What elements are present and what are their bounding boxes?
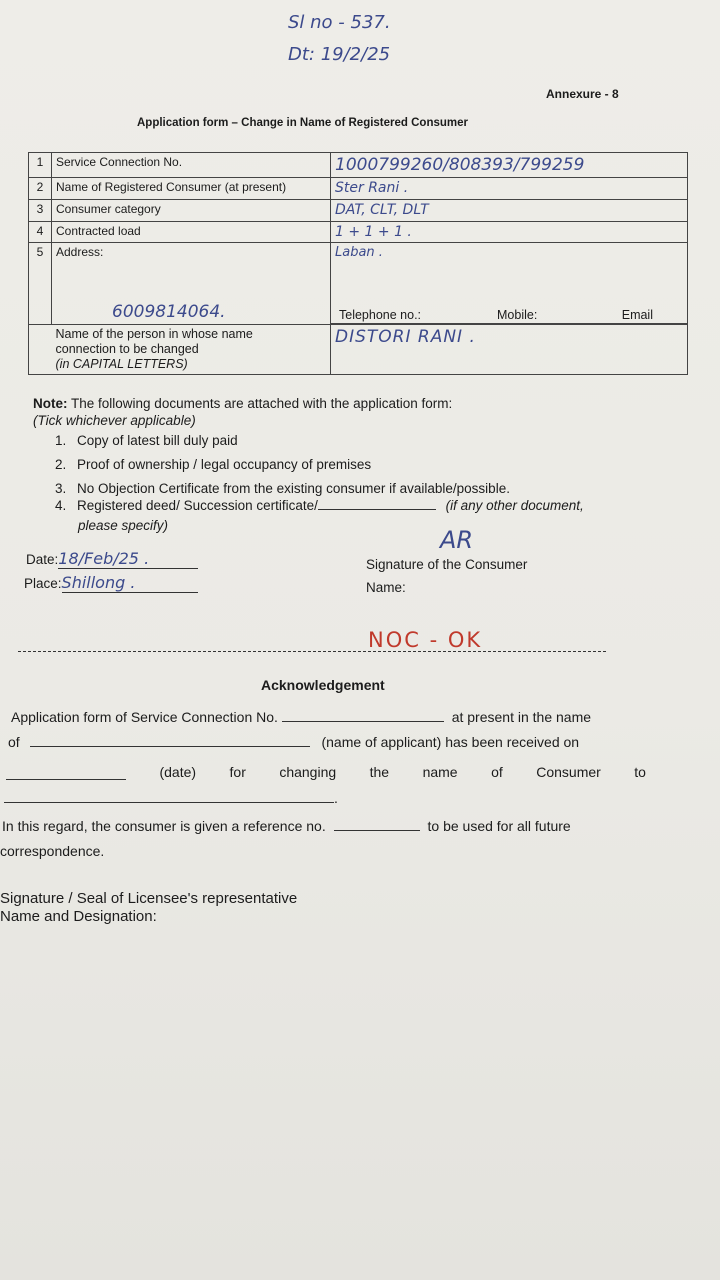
place-value: Shillong . <box>62 573 198 593</box>
telephone-label: Telephone no.: <box>339 308 422 322</box>
row-number: 4 <box>29 222 52 243</box>
row-number: 2 <box>29 178 52 200</box>
new-name-label-line3: (in CAPITAL LETTERS) <box>55 357 188 371</box>
ack-line-1: Application form of Service Connection No. at present in the name <box>11 709 592 725</box>
row-label: Name of Registered Consumer (at present) <box>52 178 331 200</box>
table-row <box>29 243 688 325</box>
tick-instruction: (Tick whichever applicable) <box>33 413 196 428</box>
new-name-label-cell <box>52 325 331 375</box>
section-divider <box>18 651 606 652</box>
service-connection-value: 1000799260/808393/799259 <box>331 153 688 178</box>
table-row <box>29 178 688 200</box>
note-heading: Note: <box>33 396 68 411</box>
email-label: Email <box>621 308 653 322</box>
note-paragraph <box>33 396 452 411</box>
address-cell <box>52 243 331 325</box>
row-label: Service Connection No. <box>52 153 331 178</box>
address-value-cell <box>331 243 688 325</box>
ack-line-4: . <box>4 790 338 806</box>
row-number: 5 <box>29 243 52 325</box>
list-item: 3. No Objection Certificate from the existing consumer if available/possible. <box>55 481 510 496</box>
consumer-signature-mark: AR <box>440 526 474 554</box>
other-document-note: (if any other document, <box>445 498 584 513</box>
name-label: Name: <box>366 580 406 595</box>
date-value: 18/Feb/25 . <box>58 549 198 569</box>
date-label: Date: <box>26 552 59 567</box>
note-text: The following documents are attached with the application form: <box>71 396 453 411</box>
ack-line-2: of (name of applicant) has been received on <box>8 734 580 750</box>
place-line <box>24 573 198 593</box>
serial-number-note: Sl no - 537. <box>288 12 391 33</box>
licensee-signature-label: Signature / Seal of Licensee's representative <box>0 890 298 907</box>
ack-line-6: correspondence. <box>0 843 105 859</box>
list-item: 1. Copy of latest bill duly paid <box>55 433 238 448</box>
address-value: Laban . <box>335 245 383 260</box>
row-number: 3 <box>29 200 52 222</box>
dated-note: Dt: 19/2/25 <box>288 44 391 65</box>
table-row <box>29 222 688 243</box>
table-row <box>29 325 688 375</box>
row-label: Consumer category <box>52 200 331 222</box>
contracted-load-value: 1 + 1 + 1 . <box>331 222 688 243</box>
registered-consumer-value: Ster Rani . <box>331 178 688 200</box>
consumer-category-value: DAT, CLT, DLT <box>331 200 688 222</box>
handwritten-phone: 6009814064. <box>112 302 226 322</box>
ack-line-3: (date) for changing the name of Consumer to <box>6 764 646 780</box>
annexure-label: Annexure - 8 <box>546 87 619 101</box>
signature-label: Signature of the Consumer <box>366 557 528 572</box>
row-number-empty <box>29 325 52 375</box>
noc-remark: NOC - OK <box>368 628 483 652</box>
list-item: 4. Registered deed/ Succession certificate/ (if any other document, <box>55 498 584 513</box>
acknowledgement-heading: Acknowledgement <box>261 677 385 693</box>
place-label: Place: <box>24 576 62 591</box>
please-specify: please specify) <box>78 518 169 533</box>
new-name-label-line2: connection to be changed <box>55 342 199 356</box>
new-name-label-line1: Name of the person in whose name <box>55 327 253 341</box>
name-designation-label: Name and Designation: <box>0 908 157 925</box>
date-line <box>26 549 198 569</box>
new-name-value: DISTORI RANI . <box>335 327 476 347</box>
row-label: Contracted load <box>52 222 331 243</box>
form-title: Application form – Change in Name of Registered Consumer <box>137 117 468 129</box>
list-item: 2. Proof of ownership / legal occupancy of premises <box>55 457 372 472</box>
mobile-label: Mobile: <box>497 308 538 322</box>
table-row <box>29 200 688 222</box>
row-label: Address: <box>56 245 104 259</box>
consumer-details-table <box>28 152 688 375</box>
row-number: 1 <box>29 153 52 178</box>
new-name-value-cell <box>331 325 688 375</box>
table-row <box>29 153 688 178</box>
ack-line-5: In this regard, the consumer is given a reference no. to be used for all future <box>2 818 571 834</box>
